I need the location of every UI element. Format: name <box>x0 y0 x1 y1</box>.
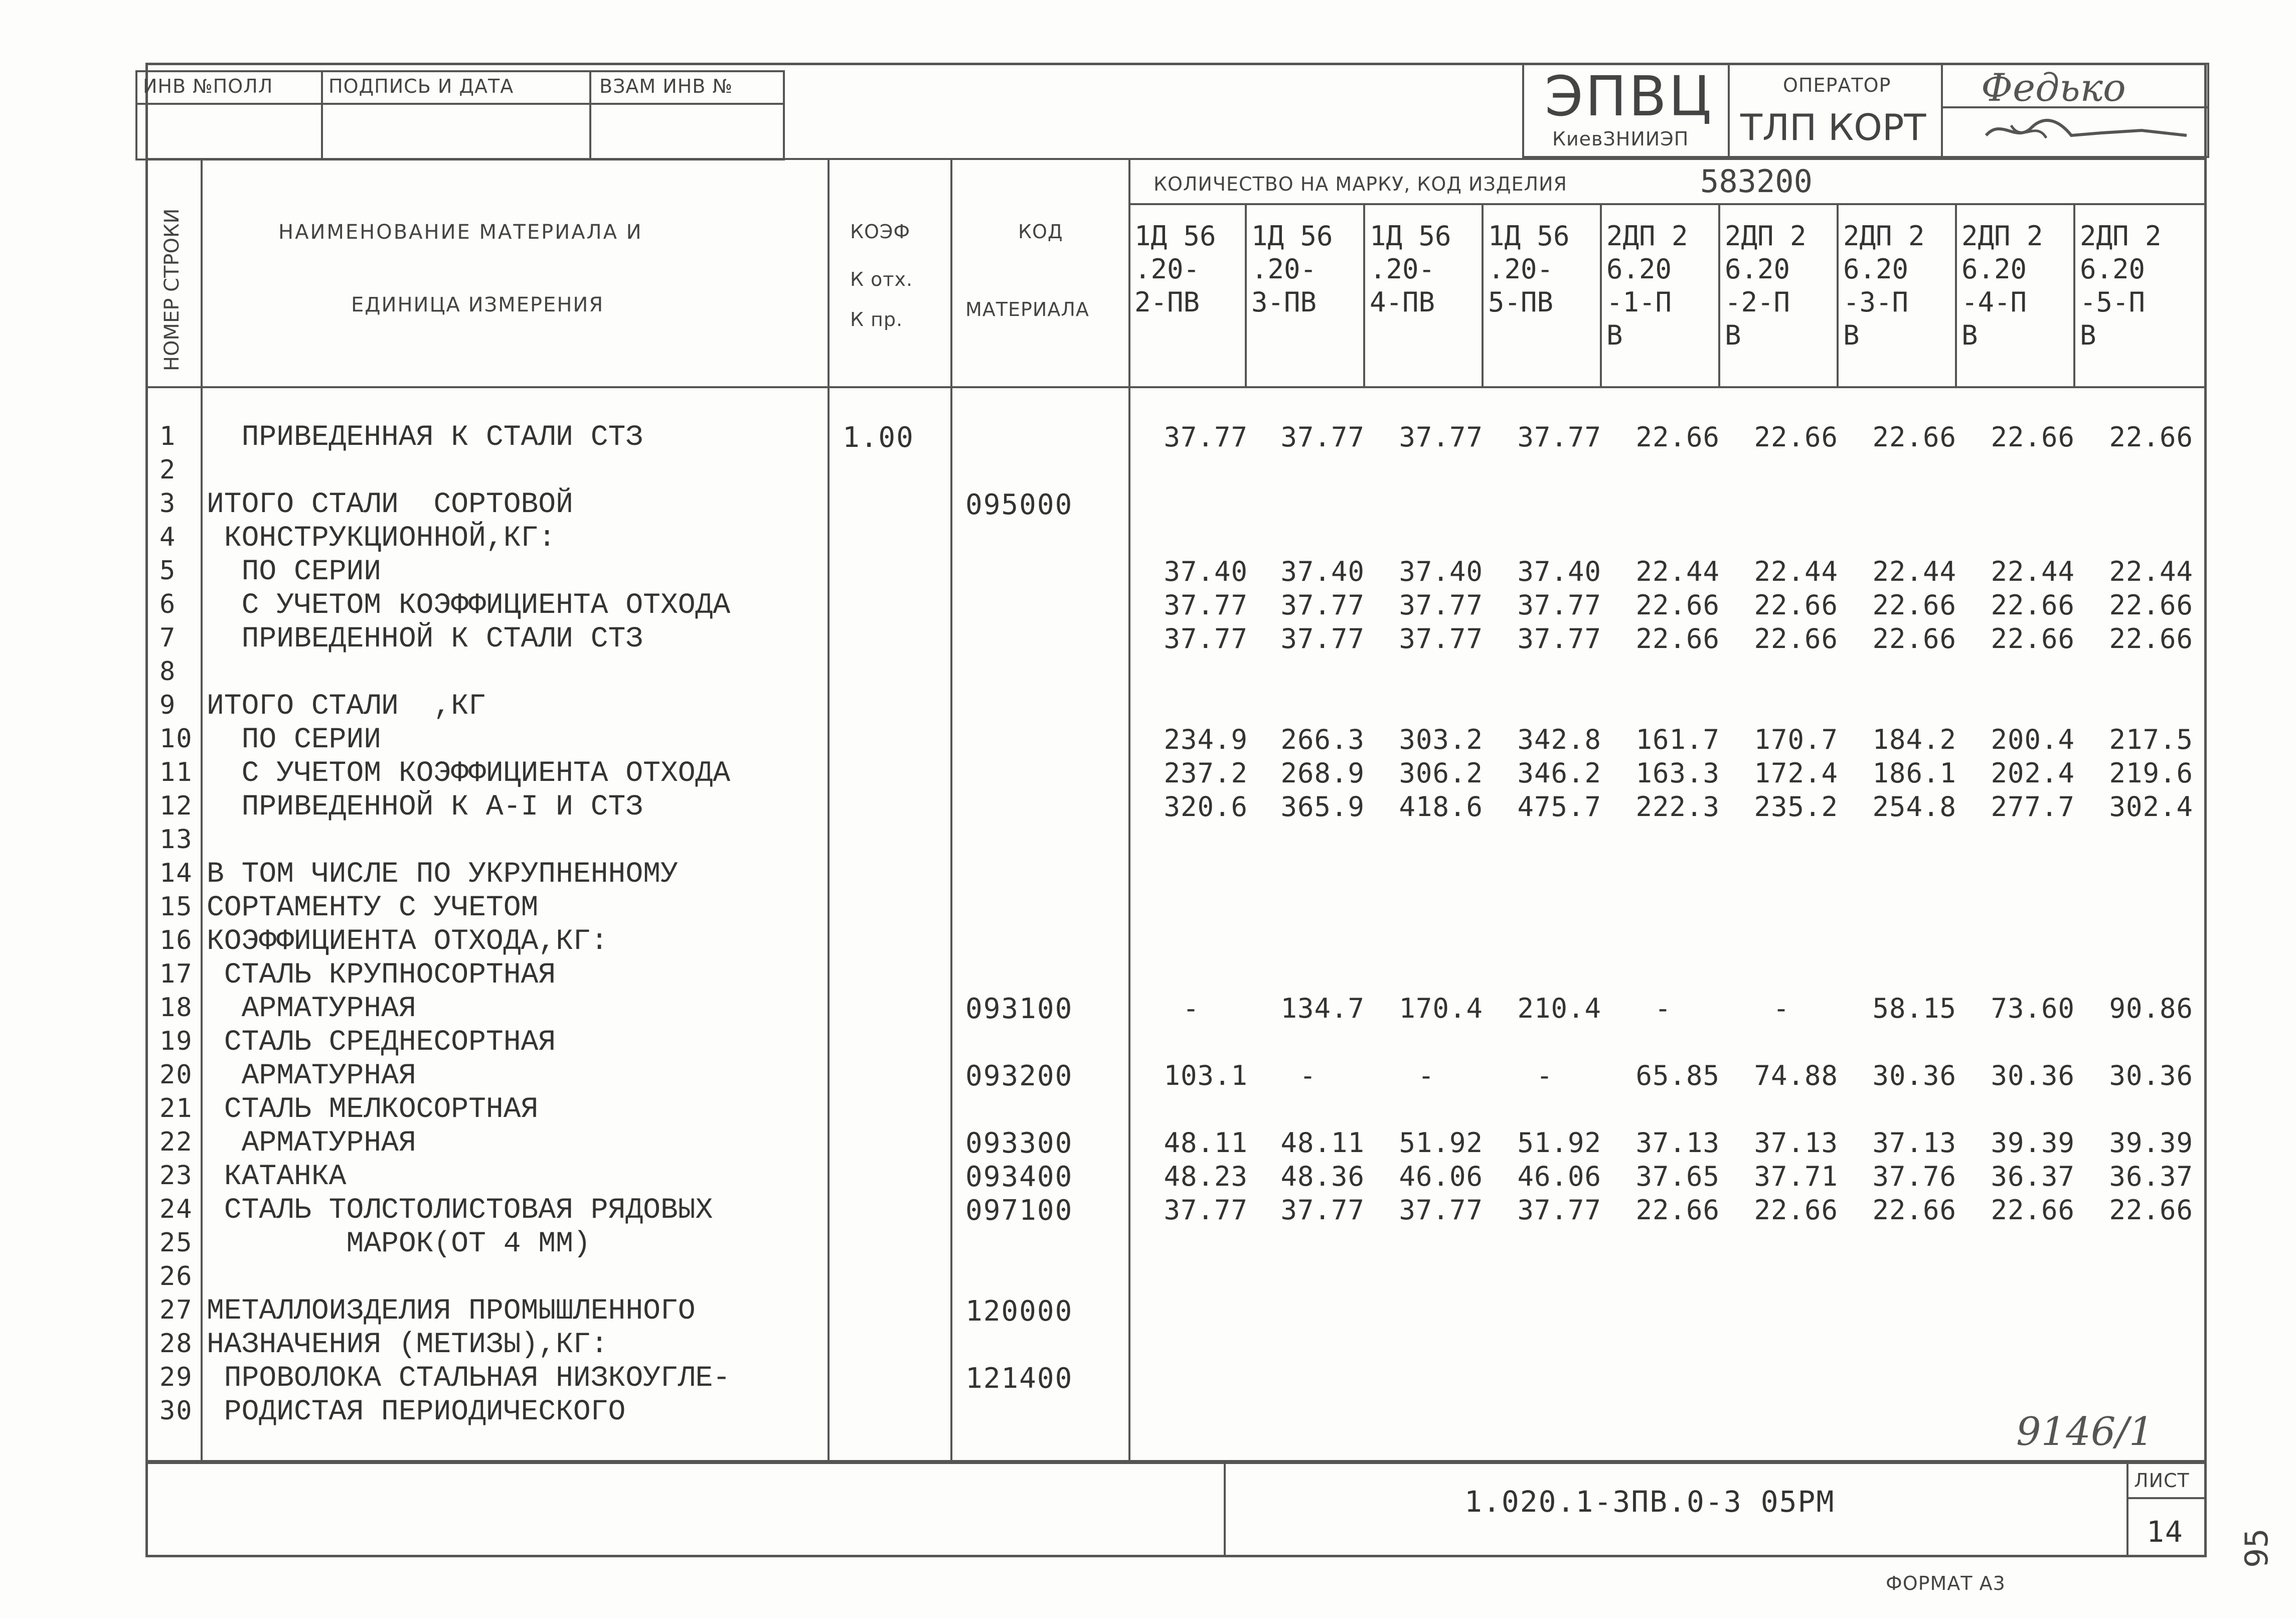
row-quantity-value: 22.66 <box>2109 623 2193 655</box>
row-quantity-value: 30.36 <box>1872 1060 1956 1091</box>
row-quantity-value: 37.77 <box>1280 1194 1365 1226</box>
row-quantity-value: 22.66 <box>1991 421 2075 453</box>
row-quantity-value: 163.3 <box>1635 757 1720 789</box>
row-material-name: ИТОГО СТАЛИ СОРТОВОЙ <box>207 489 573 521</box>
row-quantity-value: 90.86 <box>2109 993 2193 1024</box>
row-quantity-value: 37.40 <box>1517 556 1601 587</box>
format-label: ФОРМАТ А3 <box>1886 1572 2006 1594</box>
row-material-name: КОНСТРУКЦИОННОЙ,КГ: <box>207 522 556 555</box>
row-quantity-value: 210.4 <box>1517 993 1601 1024</box>
side-number: 95 <box>2238 1528 2275 1568</box>
row-quantity-value: 103.1 <box>1164 1060 1248 1091</box>
row-number: 13 <box>159 825 193 855</box>
mark-header-line: 6.20 <box>1725 253 1790 285</box>
stamp-cell-inv-podl: ИНВ №ПОЛЛ <box>143 75 273 97</box>
row-quantity-value: 161.7 <box>1635 724 1720 755</box>
row-quantity-value: 37.77 <box>1399 421 1483 453</box>
row-quantity-value: 37.71 <box>1754 1161 1838 1192</box>
row-quantity-value: 268.9 <box>1280 757 1365 789</box>
row-material-name: АРМАТУРНАЯ <box>207 993 416 1025</box>
row-number: 1 <box>159 421 177 451</box>
row-quantity-value: 22.66 <box>1872 623 1956 655</box>
row-number: 21 <box>159 1093 193 1123</box>
row-number: 17 <box>159 959 193 989</box>
row-material-name: АРМАТУРНАЯ <box>207 1127 416 1160</box>
header-coef-line2: К отх. <box>850 268 913 290</box>
row-quantity-value: 48.11 <box>1164 1127 1248 1159</box>
mark-header-line: -1-П <box>1606 286 1672 318</box>
mark-header-line: 2ДП 2 <box>2080 220 2162 252</box>
doc-number: 1.020.1-3ПВ.0-3 05РМ <box>1464 1485 1835 1519</box>
row-quantity-value: 37.13 <box>1754 1127 1838 1159</box>
row-quantity-value: 37.77 <box>1164 1194 1248 1226</box>
stamp-cell-vzam-inv: ВЗАМ ИНВ № <box>599 75 733 97</box>
row-quantity-value: 51.92 <box>1399 1127 1483 1159</box>
sheet-label: ЛИСТ <box>2134 1470 2190 1492</box>
row-material-name: ПРИВЕДЕННАЯ К СТАЛИ СТЗ <box>207 421 643 454</box>
mark-header-line: .20- <box>1251 253 1317 285</box>
org-name: ЭПВЦ <box>1545 64 1714 128</box>
mark-header-line: 6.20 <box>2080 253 2146 285</box>
row-quantity-value: 266.3 <box>1280 724 1365 755</box>
row-quantity-value: 37.65 <box>1635 1161 1720 1192</box>
row-quantity-value: 37.76 <box>1872 1161 1956 1192</box>
row-quantity-value: 22.66 <box>1872 1194 1956 1226</box>
mark-header-line: В <box>1961 319 1978 351</box>
row-quantity-value: 37.13 <box>1872 1127 1956 1159</box>
row-quantity-value: 418.6 <box>1399 791 1483 823</box>
header-code-line1: КОД <box>1018 221 1063 243</box>
row-quantity-value: 39.39 <box>1991 1127 2075 1159</box>
mark-header-line: .20- <box>1370 253 1435 285</box>
row-number: 20 <box>159 1060 193 1090</box>
row-number: 26 <box>159 1261 193 1291</box>
row-quantity-value: 254.8 <box>1872 791 1956 823</box>
row-quantity-value: 22.66 <box>1991 1194 2075 1226</box>
row-quantity-value: 37.40 <box>1164 556 1248 587</box>
mark-header-line: 1Д 56 <box>1251 220 1333 252</box>
row-quantity-value: 237.2 <box>1164 757 1248 789</box>
row-quantity-value: - <box>1773 993 1790 1024</box>
row-quantity-value: 134.7 <box>1280 993 1365 1024</box>
row-quantity-value: 37.13 <box>1635 1127 1720 1159</box>
row-quantity-value: 22.66 <box>1991 589 2075 621</box>
row-material-name: АРМАТУРНАЯ <box>207 1060 416 1092</box>
operator-label: ОПЕРАТОР <box>1783 74 1891 96</box>
row-material-name: ПРИВЕДЕННОЙ К СТАЛИ СТЗ <box>207 623 643 656</box>
row-quantity-value: 30.36 <box>1991 1060 2075 1091</box>
signature-scribble <box>1981 113 2192 153</box>
row-material-name: СТАЛЬ МЕЛКОСОРТНАЯ <box>207 1093 539 1126</box>
row-quantity-value: 184.2 <box>1872 724 1956 755</box>
row-number: 14 <box>159 858 193 888</box>
row-quantity-value: 235.2 <box>1754 791 1838 823</box>
row-number: 10 <box>159 724 193 754</box>
mark-header-line: 1Д 56 <box>1370 220 1451 252</box>
row-quantity-value: - <box>1183 993 1200 1024</box>
mark-header-line: В <box>1725 319 1741 351</box>
row-material-name: НАЗНАЧЕНИЯ (МЕТИЗЫ),КГ: <box>207 1329 608 1361</box>
row-quantity-value: 302.4 <box>2109 791 2193 823</box>
row-number: 22 <box>159 1127 193 1157</box>
mark-header-line: -5-П <box>2080 286 2146 318</box>
row-quantity-value: 202.4 <box>1991 757 2075 789</box>
mark-header-line: 5-ПВ <box>1488 286 1554 318</box>
row-quantity-value: 342.8 <box>1517 724 1601 755</box>
row-quantity-value: 58.15 <box>1872 993 1956 1024</box>
row-material-name: МЕТАЛЛОИЗДЕЛИЯ ПРОМЫШЛЕННОГО <box>207 1295 696 1328</box>
row-quantity-value: 48.23 <box>1164 1161 1248 1192</box>
row-quantity-value: 22.66 <box>1754 421 1838 453</box>
mark-header-line: В <box>2080 319 2096 351</box>
row-material-code: 097100 <box>965 1194 1073 1227</box>
row-material-name: В ТОМ ЧИСЛЕ ПО УКРУПНЕННОМУ <box>207 858 678 891</box>
mark-header-line: 4-ПВ <box>1370 286 1435 318</box>
row-quantity-value: 22.66 <box>1635 421 1720 453</box>
row-number: 28 <box>159 1329 193 1359</box>
row-quantity-value: 37.77 <box>1164 589 1248 621</box>
row-quantity-value: 46.06 <box>1517 1161 1601 1192</box>
header-product-code: 583200 <box>1700 163 1813 200</box>
header-quantity-label: КОЛИЧЕСТВО НА МАРКУ, КОД ИЗДЕЛИЯ <box>1154 173 1567 195</box>
row-quantity-value: 37.77 <box>1517 421 1601 453</box>
row-number: 9 <box>159 690 177 720</box>
row-quantity-value: 51.92 <box>1517 1127 1601 1159</box>
row-number: 19 <box>159 1026 193 1056</box>
row-quantity-value: 475.7 <box>1517 791 1601 823</box>
row-quantity-value: 22.66 <box>1991 623 2075 655</box>
row-quantity-value: 30.36 <box>2109 1060 2193 1091</box>
sheet-number: 14 <box>2147 1515 2184 1549</box>
row-material-name: СТАЛЬ КРУПНОСОРТНАЯ <box>207 959 556 992</box>
row-number: 2 <box>159 455 177 485</box>
row-quantity-value: 306.2 <box>1399 757 1483 789</box>
row-number: 6 <box>159 589 177 619</box>
mark-header-line: -4-П <box>1961 286 2027 318</box>
row-number: 8 <box>159 657 177 687</box>
row-number: 15 <box>159 892 193 922</box>
row-material-name: ПО СЕРИИ <box>207 556 382 588</box>
header-coef-line1: КОЭФ <box>850 221 911 243</box>
row-number: 16 <box>159 925 193 955</box>
mark-header-line: 1Д 56 <box>1134 220 1216 252</box>
row-quantity-value: 22.44 <box>1872 556 1956 587</box>
stamp-cell-signature-date: ПОДПИСЬ И ДАТА <box>329 75 514 97</box>
row-material-code: 120000 <box>965 1295 1073 1328</box>
mark-header-line: В <box>1843 319 1860 351</box>
row-quantity-value: 65.85 <box>1635 1060 1720 1091</box>
row-quantity-value: 37.40 <box>1399 556 1483 587</box>
row-number: 11 <box>159 757 193 787</box>
row-material-name: ИТОГО СТАЛИ ,КГ <box>207 690 486 723</box>
row-quantity-value: 36.37 <box>2109 1161 2193 1192</box>
signature-name: Федько <box>1981 65 2126 110</box>
row-quantity-value: 37.77 <box>1280 623 1365 655</box>
mark-header-line: 3-ПВ <box>1251 286 1317 318</box>
row-material-name: ПРИВЕДЕННОЙ К А-I И СТЗ <box>207 791 643 824</box>
mark-header-line: 2ДП 2 <box>1843 220 1925 252</box>
mark-header-line: .20- <box>1134 253 1200 285</box>
row-number: 25 <box>159 1228 193 1258</box>
row-number: 4 <box>159 522 177 552</box>
row-number: 3 <box>159 489 177 519</box>
row-material-code: 093100 <box>965 993 1073 1025</box>
row-quantity-value: 73.60 <box>1991 993 2075 1024</box>
row-number: 18 <box>159 993 193 1023</box>
row-number: 30 <box>159 1396 193 1426</box>
row-material-code: 093400 <box>965 1161 1073 1193</box>
row-material-code: 121400 <box>965 1362 1073 1395</box>
row-quantity-value: - <box>1536 1060 1553 1091</box>
row-coef: 1.00 <box>843 421 914 454</box>
row-quantity-value: 22.66 <box>2109 421 2193 453</box>
row-number: 24 <box>159 1194 193 1224</box>
mark-header-line: 6.20 <box>1843 253 1909 285</box>
row-quantity-value: 37.77 <box>1517 623 1601 655</box>
mark-header-line: .20- <box>1488 253 1554 285</box>
mark-header-line: 6.20 <box>1961 253 2027 285</box>
row-quantity-value: 46.06 <box>1399 1161 1483 1192</box>
row-material-name: СОРТАМЕНТУ С УЧЕТОМ <box>207 892 539 924</box>
row-number: 5 <box>159 556 177 586</box>
row-quantity-value: 74.88 <box>1754 1060 1838 1091</box>
operator-value: ТЛП КОРТ <box>1740 106 1926 148</box>
row-quantity-value: 22.44 <box>1991 556 2075 587</box>
row-quantity-value: 37.77 <box>1164 421 1248 453</box>
row-quantity-value: - <box>1655 993 1672 1024</box>
row-quantity-value: 22.44 <box>2109 556 2193 587</box>
row-material-name: СТАЛЬ СРЕДНЕСОРТНАЯ <box>207 1026 556 1059</box>
row-material-name: ПО СЕРИИ <box>207 724 382 756</box>
row-quantity-value: 200.4 <box>1991 724 2075 755</box>
row-material-name: С УЧЕТОМ КОЭФФИЦИЕНТА ОТХОДА <box>207 589 731 622</box>
row-quantity-value: 48.36 <box>1280 1161 1365 1192</box>
row-quantity-value: 222.3 <box>1635 791 1720 823</box>
row-quantity-value: 36.37 <box>1991 1161 2075 1192</box>
row-quantity-value: 37.40 <box>1280 556 1365 587</box>
org-sub: КиевЗНИИЭП <box>1552 128 1689 150</box>
header-row-number: НОМЕР СТРОКИ <box>160 208 184 371</box>
handwritten-code: 9146/1 <box>2016 1409 2154 1454</box>
row-quantity-value: - <box>1418 1060 1435 1091</box>
row-quantity-value: 22.66 <box>1754 623 1838 655</box>
row-quantity-value: 22.66 <box>1635 1194 1720 1226</box>
row-quantity-value: 22.66 <box>1872 421 1956 453</box>
row-quantity-value: 234.9 <box>1164 724 1248 755</box>
mark-header-line: -3-П <box>1843 286 1909 318</box>
row-quantity-value: 219.6 <box>2109 757 2193 789</box>
row-material-name: СТАЛЬ ТОЛСТОЛИСТОВАЯ РЯДОВЫХ <box>207 1194 713 1227</box>
row-quantity-value: 172.4 <box>1754 757 1838 789</box>
row-material-name: ПРОВОЛОКА СТАЛЬНАЯ НИЗКОУГЛЕ- <box>207 1362 731 1395</box>
row-quantity-value: 365.9 <box>1280 791 1365 823</box>
row-quantity-value: 170.4 <box>1399 993 1483 1024</box>
row-material-code: 093300 <box>965 1127 1073 1160</box>
row-material-name: КОЭФФИЦИЕНТА ОТХОДА,КГ: <box>207 925 608 958</box>
row-quantity-value: 37.77 <box>1164 623 1248 655</box>
row-quantity-value: 303.2 <box>1399 724 1483 755</box>
header-code-line2: МАТЕРИАЛА <box>965 298 1089 320</box>
row-material-name: РОДИСТАЯ ПЕРИОДИЧЕСКОГО <box>207 1396 626 1428</box>
row-quantity-value: 37.77 <box>1280 421 1365 453</box>
row-quantity-value: 37.77 <box>1399 623 1483 655</box>
row-quantity-value: 22.44 <box>1754 556 1838 587</box>
row-quantity-value: 22.66 <box>1635 623 1720 655</box>
row-quantity-value: 217.5 <box>2109 724 2193 755</box>
header-material-line2: ЕДИНИЦА ИЗМЕРЕНИЯ <box>351 293 604 316</box>
mark-header-line: 2ДП 2 <box>1961 220 2043 252</box>
row-number: 27 <box>159 1295 193 1325</box>
row-quantity-value: - <box>1299 1060 1317 1091</box>
row-quantity-value: 37.77 <box>1280 589 1365 621</box>
row-quantity-value: 186.1 <box>1872 757 1956 789</box>
row-quantity-value: 22.66 <box>1754 1194 1838 1226</box>
row-quantity-value: 22.66 <box>1872 589 1956 621</box>
row-quantity-value: 22.66 <box>2109 1194 2193 1226</box>
mark-header-line: В <box>1606 319 1623 351</box>
row-material-code: 095000 <box>965 489 1073 521</box>
mark-header-line: 1Д 56 <box>1488 220 1570 252</box>
mark-header-line: 2ДП 2 <box>1606 220 1688 252</box>
row-quantity-value: 22.66 <box>2109 589 2193 621</box>
title-block <box>145 1462 2207 1557</box>
row-quantity-value: 22.44 <box>1635 556 1720 587</box>
row-quantity-value: 39.39 <box>2109 1127 2193 1159</box>
row-quantity-value: 346.2 <box>1517 757 1601 789</box>
mark-header-line: 2ДП 2 <box>1725 220 1807 252</box>
row-quantity-value: 22.66 <box>1754 589 1838 621</box>
row-quantity-value: 37.77 <box>1399 1194 1483 1226</box>
mark-header-line: 2-ПВ <box>1134 286 1200 318</box>
row-material-code: 093200 <box>965 1060 1073 1092</box>
header-material-line1: НАИМЕНОВАНИЕ МАТЕРИАЛА И <box>278 221 643 244</box>
row-quantity-value: 22.66 <box>1635 589 1720 621</box>
header-coef-line3: К пр. <box>850 308 903 331</box>
row-number: 23 <box>159 1161 193 1191</box>
row-quantity-value: 170.7 <box>1754 724 1838 755</box>
row-material-name: МАРОК(ОТ 4 ММ) <box>207 1228 591 1260</box>
row-number: 12 <box>159 791 193 821</box>
row-quantity-value: 37.77 <box>1517 1194 1601 1226</box>
row-material-name: КАТАНКА <box>207 1161 347 1193</box>
row-number: 29 <box>159 1362 193 1392</box>
row-quantity-value: 277.7 <box>1991 791 2075 823</box>
row-material-name: С УЧЕТОМ КОЭФФИЦИЕНТА ОТХОДА <box>207 757 731 790</box>
row-quantity-value: 48.11 <box>1280 1127 1365 1159</box>
mark-header-line: 6.20 <box>1606 253 1672 285</box>
row-number: 7 <box>159 623 177 653</box>
row-quantity-value: 37.77 <box>1399 589 1483 621</box>
mark-header-line: -2-П <box>1725 286 1790 318</box>
row-quantity-value: 320.6 <box>1164 791 1248 823</box>
row-quantity-value: 37.77 <box>1517 589 1601 621</box>
